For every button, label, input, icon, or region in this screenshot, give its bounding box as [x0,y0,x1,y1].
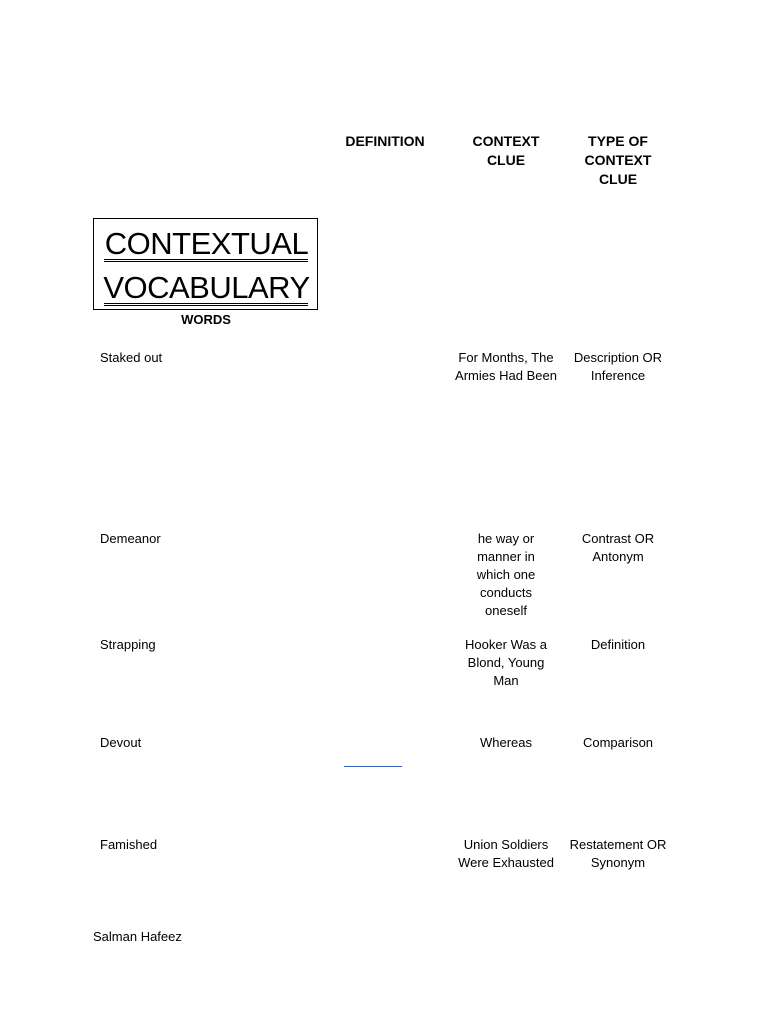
word-cell: Staked out [100,350,163,365]
word-cell: Devout [100,735,142,750]
title-underline-2 [104,303,308,306]
context-clue-cell: Hooker Was a Blond, Young Man [465,637,547,688]
title-box [93,218,318,310]
context-clue-cell: Union Soldiers Were Exhausted [458,837,554,870]
author-name: Salman Hafeez [93,929,182,944]
clue-type-cell: Contrast OR Antonym [581,531,655,564]
context-clue-header: CONTEXT CLUE [472,133,540,168]
title-underline-1 [104,259,308,262]
clue-type-cell: Definition [590,637,646,652]
context-clue-cell: Whereas [479,735,533,750]
clue-type-cell: Restatement OR Synonym [569,837,667,870]
words-label: WORDS [181,312,231,327]
definition-link[interactable] [344,766,402,767]
title-line-1: CONTEXTUAL [104,226,309,261]
word-cell: Demeanor [100,531,161,546]
word-cell: Famished [100,837,158,852]
title-line-2: VOCABULARY [103,270,310,305]
context-clue-cell: he way or manner in which one conducts oneself [476,531,536,618]
word-cell: Strapping [100,637,156,652]
type-of-context-clue-header: TYPE OF CONTEXT CLUE [584,133,652,187]
clue-type-cell: Comparison [582,735,654,750]
context-clue-cell: For Months, The Armies Had Been [455,350,557,383]
definition-header: DEFINITION [345,133,425,149]
clue-type-cell: Description OR Inference [573,350,663,383]
